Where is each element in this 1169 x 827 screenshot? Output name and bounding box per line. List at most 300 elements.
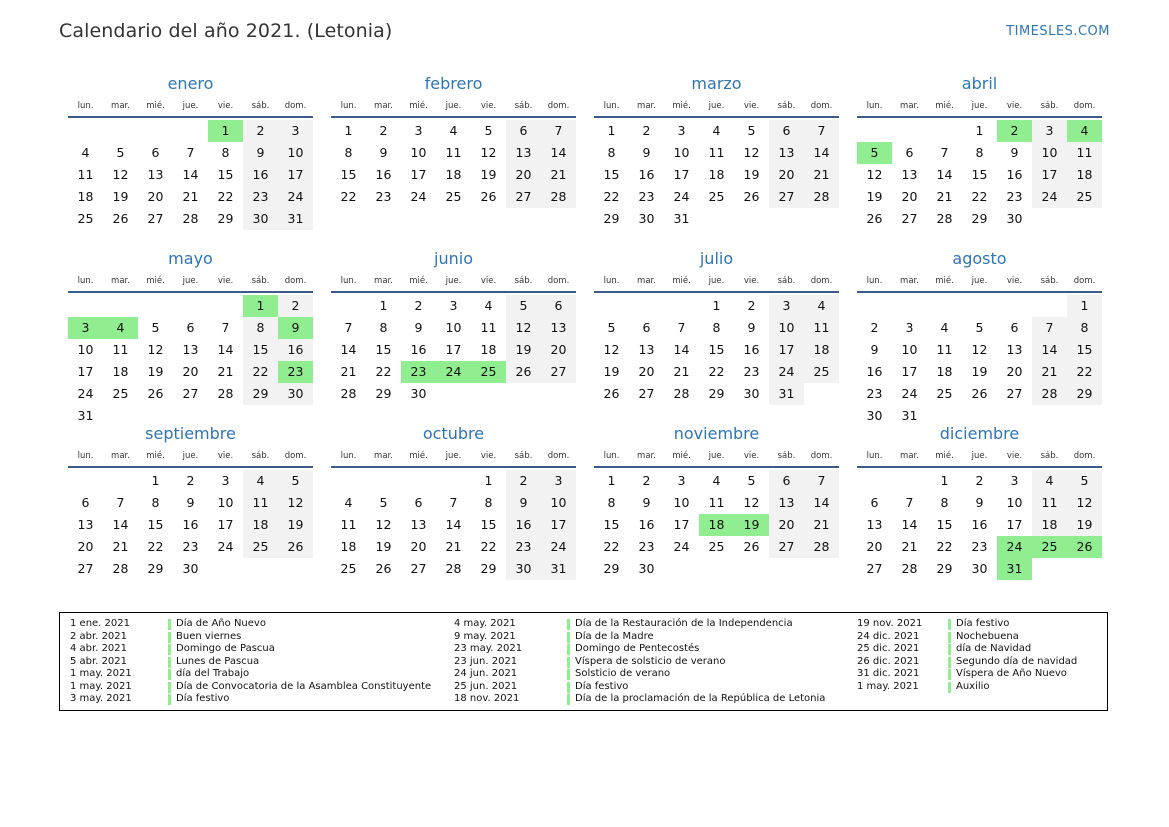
day-cell: 7	[541, 120, 576, 142]
day-cell: 21	[182, 189, 199, 204]
day-cell: 19	[112, 189, 129, 204]
day-cell: 12	[743, 145, 760, 160]
day-cell: 9	[379, 145, 388, 160]
day-cell: 27	[541, 361, 576, 383]
weekday-label: vie.	[743, 101, 760, 111]
month-abril	[857, 72, 1102, 247]
holiday-marker	[948, 644, 951, 655]
month-name: febrero	[424, 74, 483, 93]
day-cell: 26	[147, 386, 164, 401]
weekday-label: mar.	[374, 101, 393, 111]
days-grid	[331, 120, 576, 208]
empty-day-cell	[857, 120, 892, 142]
day-cell: 22	[340, 189, 357, 204]
month-name: mayo	[168, 249, 213, 268]
day-cell: 15	[340, 167, 357, 182]
day-cell: 16	[971, 517, 988, 532]
day-cell: 4	[940, 320, 949, 335]
day-cell: 27	[769, 536, 804, 558]
holiday-date: 31 dic. 2021	[857, 668, 920, 679]
brand-link[interactable]: TIMESLES.COM	[1006, 24, 1110, 39]
holiday-marker	[567, 644, 570, 655]
day-cell: 27	[506, 186, 541, 208]
day-cell: 5	[607, 320, 616, 335]
day-cell: 21	[1032, 361, 1067, 383]
holiday-name: Víspera de Año Nuevo	[956, 668, 1067, 679]
weekday-label: mar.	[637, 451, 656, 461]
day-cell: 2	[506, 470, 541, 492]
day-cell: 6	[1010, 320, 1019, 335]
day-cell: 23	[182, 539, 199, 554]
day-cell: 22	[480, 539, 497, 554]
empty-day-cell	[699, 208, 734, 230]
day-cell: 19	[278, 514, 313, 536]
empty-day-cell	[892, 470, 927, 492]
empty-day-cell	[103, 120, 138, 142]
weekday-label: mié.	[146, 451, 165, 461]
weekday-label: jue.	[708, 276, 725, 286]
holiday-date: 23 may. 2021	[454, 643, 523, 654]
day-cell: 29	[936, 561, 953, 576]
day-cell: 25	[112, 386, 129, 401]
day-cell: 19	[147, 364, 164, 379]
weekday-label: jue.	[971, 276, 988, 286]
empty-day-cell	[208, 295, 243, 317]
day-cell: 19	[743, 167, 760, 182]
day-cell: 6	[769, 120, 804, 142]
holiday-marker	[168, 694, 171, 705]
day-cell: 5	[116, 145, 125, 160]
weekday-label: vie.	[480, 451, 497, 461]
day-cell: 16	[1006, 167, 1023, 182]
empty-day-cell	[997, 295, 1032, 317]
day-cell: 9	[506, 492, 541, 514]
weekday-header	[857, 96, 1102, 118]
weekday-label: sáb.	[777, 451, 796, 461]
day-cell: 16	[243, 164, 278, 186]
weekday-label: sáb.	[1040, 276, 1059, 286]
day-cell: 2	[278, 295, 313, 317]
day-cell: 21	[804, 164, 839, 186]
day-cell: 20	[901, 189, 918, 204]
day-cell: 14	[804, 142, 839, 164]
day-cell: 8	[940, 495, 949, 510]
day-cell: 20	[77, 539, 94, 554]
day-cell: 10	[1006, 495, 1023, 510]
month-name: julio	[699, 249, 734, 268]
day-cell: 3	[1032, 120, 1067, 142]
empty-day-cell	[138, 295, 173, 317]
holiday-marker	[567, 619, 570, 630]
empty-day-cell	[138, 120, 173, 142]
day-cell: 17	[673, 167, 690, 182]
day-cell: 13	[769, 492, 804, 514]
weekday-label: sáb.	[777, 101, 796, 111]
day-cell: 21	[804, 514, 839, 536]
holiday-date: 1 may. 2021	[857, 680, 919, 692]
day-cell: 30	[182, 561, 199, 576]
weekday-header	[68, 446, 313, 468]
day-cell: 14	[804, 492, 839, 514]
weekday-label: mié.	[146, 276, 165, 286]
holiday-day-cell: 24	[997, 536, 1032, 558]
day-cell: 29	[243, 383, 278, 405]
day-cell: 3	[1010, 473, 1019, 488]
day-cell: 29	[375, 386, 392, 401]
day-cell: 20	[410, 539, 427, 554]
month-febrero	[331, 72, 576, 247]
day-cell: 2	[642, 123, 651, 138]
day-cell: 18	[243, 514, 278, 536]
day-cell: 25	[77, 211, 94, 226]
day-cell: 19	[1067, 514, 1102, 536]
day-cell: 19	[971, 364, 988, 379]
holiday-marker	[567, 669, 570, 680]
day-cell: 18	[804, 339, 839, 361]
day-cell: 25	[340, 561, 357, 576]
day-cell: 22	[936, 539, 953, 554]
day-cell: 25	[243, 536, 278, 558]
day-cell: 19	[603, 364, 620, 379]
day-cell: 14	[340, 342, 357, 357]
day-cell: 14	[1032, 339, 1067, 361]
empty-day-cell	[173, 295, 208, 317]
weekday-label: jue.	[445, 276, 462, 286]
day-cell: 26	[743, 539, 760, 554]
weekday-label: mié.	[935, 451, 954, 461]
weekday-label: lun.	[866, 451, 883, 461]
empty-day-cell	[366, 470, 401, 492]
empty-day-cell	[664, 558, 699, 580]
day-cell: 14	[112, 517, 129, 532]
weekday-header	[594, 96, 839, 118]
day-cell: 6	[870, 495, 879, 510]
day-cell: 6	[506, 120, 541, 142]
day-cell: 29	[147, 561, 164, 576]
day-cell: 23	[638, 189, 655, 204]
month-name: septiembre	[145, 424, 236, 443]
weekday-label: sáb.	[251, 451, 270, 461]
day-cell: 12	[603, 342, 620, 357]
day-cell: 17	[445, 342, 462, 357]
day-cell: 21	[673, 364, 690, 379]
day-cell: 12	[278, 492, 313, 514]
holiday-name: Buen viernes	[176, 630, 242, 642]
month-name: octubre	[422, 424, 485, 443]
days-grid	[68, 470, 313, 580]
day-cell: 22	[217, 189, 234, 204]
day-cell: 9	[747, 320, 756, 335]
day-cell: 2	[243, 120, 278, 142]
day-cell: 30	[1006, 211, 1023, 226]
day-cell: 5	[747, 123, 756, 138]
weekday-label: mar.	[111, 101, 130, 111]
day-cell: 7	[905, 495, 914, 510]
day-cell: 2	[870, 320, 879, 335]
holiday-name: Día festivo	[575, 680, 629, 692]
weekday-header	[594, 446, 839, 468]
day-cell: 15	[217, 167, 234, 182]
empty-day-cell	[401, 470, 436, 492]
weekday-label: dom.	[547, 451, 570, 461]
holiday-marker	[567, 682, 570, 693]
day-cell: 5	[975, 320, 984, 335]
day-cell: 31	[278, 208, 313, 230]
weekday-label: dom.	[284, 276, 307, 286]
weekday-header	[857, 446, 1102, 468]
month-name: agosto	[952, 249, 1007, 268]
days-grid	[68, 295, 313, 427]
weekday-label: jue.	[971, 451, 988, 461]
weekday-label: dom.	[1073, 101, 1096, 111]
day-cell: 26	[743, 189, 760, 204]
weekday-label: sáb.	[251, 101, 270, 111]
day-cell: 10	[901, 342, 918, 357]
day-cell: 23	[743, 364, 760, 379]
weekday-label: jue.	[445, 101, 462, 111]
holiday-name: día del Trabajo	[176, 668, 250, 679]
weekday-label: jue.	[182, 276, 199, 286]
day-cell: 28	[217, 386, 234, 401]
day-cell: 21	[541, 164, 576, 186]
weekday-label: mar.	[374, 451, 393, 461]
day-cell: 28	[804, 536, 839, 558]
empty-day-cell	[927, 295, 962, 317]
empty-day-cell	[857, 470, 892, 492]
weekday-label: lun.	[340, 101, 357, 111]
day-cell: 14	[936, 167, 953, 182]
day-cell: 22	[603, 189, 620, 204]
day-cell: 6	[541, 295, 576, 317]
weekday-label: sáb.	[251, 276, 270, 286]
holiday-legend	[59, 612, 1108, 711]
holiday-day-cell: 23	[278, 361, 313, 383]
holiday-marker	[948, 682, 951, 693]
day-cell: 27	[182, 386, 199, 401]
day-cell: 29	[603, 211, 620, 226]
day-cell: 14	[673, 342, 690, 357]
holiday-marker	[168, 669, 171, 680]
days-grid	[594, 295, 839, 405]
day-cell: 12	[506, 317, 541, 339]
holiday-date: 2 abr. 2021	[70, 630, 128, 642]
day-cell: 17	[1006, 517, 1023, 532]
day-cell: 25	[708, 539, 725, 554]
empty-day-cell	[541, 383, 576, 405]
day-cell: 10	[673, 495, 690, 510]
day-cell: 9	[870, 342, 879, 357]
day-cell: 21	[936, 189, 953, 204]
day-cell: 6	[81, 495, 90, 510]
day-cell: 27	[901, 211, 918, 226]
day-cell: 30	[243, 208, 278, 230]
empty-day-cell	[629, 295, 664, 317]
weekday-label: mar.	[374, 276, 393, 286]
day-cell: 15	[1067, 339, 1102, 361]
day-cell: 24	[217, 539, 234, 554]
day-cell: 1	[607, 473, 616, 488]
weekday-label: mar.	[900, 276, 919, 286]
day-cell: 16	[410, 342, 427, 357]
day-cell: 1	[975, 123, 984, 138]
day-cell: 20	[147, 189, 164, 204]
empty-day-cell	[278, 558, 313, 580]
holiday-marker	[168, 619, 171, 630]
day-cell: 16	[182, 517, 199, 532]
holiday-name: Domingo de Pascua	[176, 643, 275, 654]
holiday-date: 24 jun. 2021	[454, 668, 518, 679]
empty-day-cell	[68, 295, 103, 317]
day-cell: 28	[445, 561, 462, 576]
weekday-label: lun.	[77, 276, 94, 286]
holiday-name: Nochebuena	[956, 630, 1019, 642]
days-grid	[857, 295, 1102, 427]
day-cell: 26	[112, 211, 129, 226]
day-cell: 30	[638, 561, 655, 576]
day-cell: 24	[1032, 186, 1067, 208]
holiday-date: 1 ene. 2021	[70, 618, 130, 629]
empty-day-cell	[436, 383, 471, 405]
day-cell: 17	[541, 514, 576, 536]
day-cell: 10	[1032, 142, 1067, 164]
empty-day-cell	[103, 295, 138, 317]
day-cell: 24	[278, 186, 313, 208]
day-cell: 24	[673, 539, 690, 554]
day-cell: 28	[901, 561, 918, 576]
holiday-date: 5 abr. 2021	[70, 655, 128, 667]
day-cell: 30	[971, 561, 988, 576]
day-cell: 20	[866, 539, 883, 554]
weekday-label: jue.	[445, 451, 462, 461]
day-cell: 27	[410, 561, 427, 576]
weekday-label: mar.	[900, 451, 919, 461]
day-cell: 5	[151, 320, 160, 335]
holiday-date: 25 jun. 2021	[454, 680, 518, 692]
day-cell: 20	[1006, 364, 1023, 379]
day-cell: 18	[340, 539, 357, 554]
month-marzo	[594, 72, 839, 247]
holiday-name: Domingo de Pentecostés	[575, 643, 700, 654]
day-cell: 5	[484, 123, 493, 138]
day-cell: 24	[541, 536, 576, 558]
day-cell: 24	[77, 386, 94, 401]
day-cell: 17	[278, 164, 313, 186]
day-cell: 3	[278, 120, 313, 142]
day-cell: 16	[638, 167, 655, 182]
month-name: noviembre	[673, 424, 760, 443]
day-cell: 2	[642, 473, 651, 488]
weekday-label: vie.	[1006, 276, 1023, 286]
weekday-label: lun.	[603, 101, 620, 111]
empty-day-cell	[1032, 295, 1067, 317]
empty-day-cell	[103, 470, 138, 492]
holiday-marker	[567, 632, 570, 643]
empty-day-cell	[1032, 558, 1067, 580]
day-cell: 11	[480, 320, 497, 335]
day-cell: 26	[375, 561, 392, 576]
empty-day-cell	[471, 383, 506, 405]
day-cell: 10	[217, 495, 234, 510]
weekday-label: mié.	[672, 276, 691, 286]
day-cell: 7	[677, 320, 686, 335]
day-cell: 11	[243, 492, 278, 514]
day-cell: 25	[445, 189, 462, 204]
holiday-date: 24 dic. 2021	[857, 630, 920, 642]
day-cell: 20	[769, 164, 804, 186]
holiday-name: Solsticio de verano	[575, 668, 671, 679]
weekday-label: mié.	[935, 276, 954, 286]
weekday-label: dom.	[284, 451, 307, 461]
weekday-label: lun.	[340, 451, 357, 461]
weekday-label: vie.	[217, 276, 234, 286]
day-cell: 28	[340, 386, 357, 401]
holiday-name: Lunes de Pascua	[176, 655, 260, 667]
day-cell: 1	[940, 473, 949, 488]
day-cell: 16	[743, 342, 760, 357]
day-cell: 7	[116, 495, 125, 510]
day-cell: 18	[936, 364, 953, 379]
weekday-header	[68, 96, 313, 118]
day-cell: 18	[1067, 164, 1102, 186]
day-cell: 23	[243, 186, 278, 208]
weekday-label: mié.	[672, 101, 691, 111]
month-name: diciembre	[939, 424, 1020, 443]
day-cell: 22	[603, 539, 620, 554]
day-cell: 1	[1067, 295, 1102, 317]
holiday-date: 1 may. 2021	[70, 668, 132, 679]
day-cell: 8	[344, 145, 353, 160]
day-cell: 4	[449, 123, 458, 138]
day-cell: 7	[449, 495, 458, 510]
day-cell: 20	[506, 164, 541, 186]
holiday-marker	[948, 632, 951, 643]
weekday-label: jue.	[708, 451, 725, 461]
day-cell: 7	[804, 470, 839, 492]
empty-day-cell	[68, 470, 103, 492]
day-cell: 20	[182, 364, 199, 379]
day-cell: 16	[506, 514, 541, 536]
holiday-day-cell: 9	[278, 317, 313, 339]
day-cell: 13	[638, 342, 655, 357]
holiday-date: 26 dic. 2021	[857, 655, 920, 667]
empty-day-cell	[506, 383, 541, 405]
day-cell: 25	[936, 386, 953, 401]
day-cell: 18	[480, 342, 497, 357]
day-cell: 1	[712, 298, 721, 313]
holiday-date: 1 may. 2021	[70, 680, 132, 692]
day-cell: 12	[375, 517, 392, 532]
day-cell: 29	[480, 561, 497, 576]
day-cell: 23	[638, 539, 655, 554]
month-noviembre	[594, 422, 839, 619]
empty-day-cell	[173, 120, 208, 142]
day-cell: 2	[186, 473, 195, 488]
day-cell: 27	[147, 211, 164, 226]
day-cell: 8	[1067, 317, 1102, 339]
day-cell: 27	[77, 561, 94, 576]
weekday-label: lun.	[866, 276, 883, 286]
holiday-date: 19 nov. 2021	[857, 618, 923, 629]
day-cell: 22	[375, 364, 392, 379]
day-cell: 31	[673, 211, 690, 226]
day-cell: 28	[673, 386, 690, 401]
day-cell: 23	[375, 189, 392, 204]
day-cell: 28	[541, 186, 576, 208]
holiday-date: 4 abr. 2021	[70, 643, 128, 654]
day-cell: 16	[638, 517, 655, 532]
weekday-label: mar.	[637, 101, 656, 111]
day-cell: 8	[712, 320, 721, 335]
